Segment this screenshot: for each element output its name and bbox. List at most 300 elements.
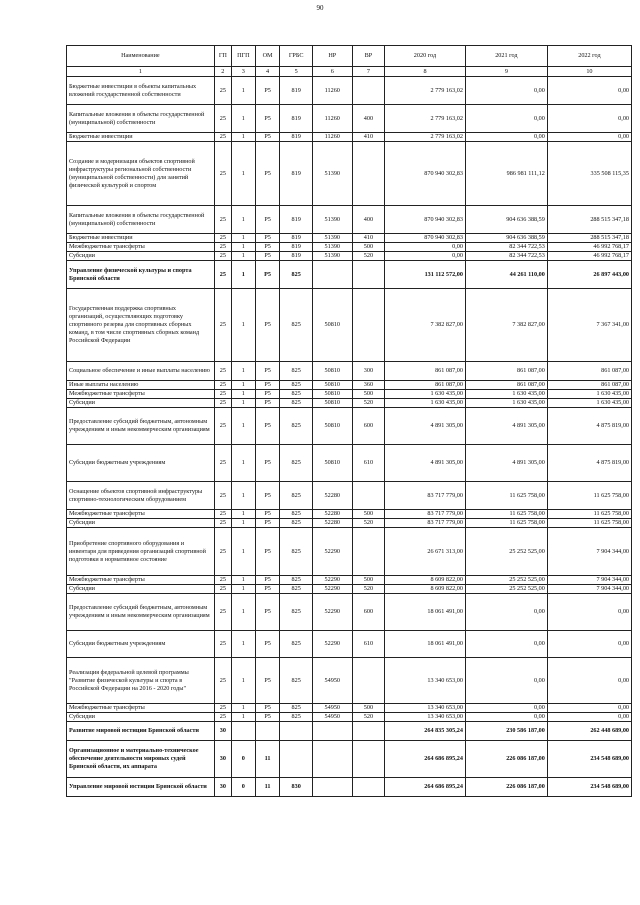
cell-grbs: 825 — [280, 289, 312, 362]
cell-2022: 11 625 758,00 — [547, 510, 631, 519]
cell-2022: 262 448 689,00 — [547, 722, 631, 741]
cell-pgp: 1 — [231, 289, 255, 362]
cell-om: P5 — [255, 519, 280, 528]
cell-2020: 18 061 491,00 — [385, 631, 466, 658]
row-name: Иные выплаты населению — [67, 381, 215, 390]
cell-2020: 83 717 779,00 — [385, 519, 466, 528]
cell-pgp — [231, 722, 255, 741]
table-row — [67, 704, 632, 713]
cell-pgp: 1 — [231, 445, 255, 482]
cell-nr: 54950 — [312, 658, 352, 704]
cell-om: P5 — [255, 585, 280, 594]
cell-grbs: 819 — [280, 206, 312, 234]
cell-2020: 8 609 822,00 — [385, 585, 466, 594]
cell-gp: 25 — [214, 252, 231, 261]
cell-pgp: 1 — [231, 576, 255, 585]
cell-2020: 4 891 305,00 — [385, 445, 466, 482]
table-row — [67, 206, 632, 234]
column-index: 2 — [214, 67, 231, 77]
cell-vr: 410 — [352, 133, 384, 142]
cell-2020: 870 940 302,83 — [385, 206, 466, 234]
cell-2021: 25 252 525,00 — [465, 528, 547, 576]
cell-grbs: 825 — [280, 713, 312, 722]
table-row — [67, 658, 632, 704]
page-number: 90 — [316, 4, 324, 12]
cell-nr: 11260 — [312, 133, 352, 142]
cell-2022: 7 367 341,00 — [547, 289, 631, 362]
column-index: 5 — [280, 67, 312, 77]
cell-2020: 13 340 653,00 — [385, 704, 466, 713]
cell-nr: 50810 — [312, 390, 352, 399]
cell-om: P5 — [255, 658, 280, 704]
row-name: Субсидии — [67, 713, 215, 722]
cell-vr: 520 — [352, 252, 384, 261]
cell-vr: 600 — [352, 594, 384, 631]
cell-pgp: 1 — [231, 206, 255, 234]
cell-vr: 400 — [352, 105, 384, 133]
cell-pgp: 1 — [231, 519, 255, 528]
cell-grbs: 825 — [280, 399, 312, 408]
cell-gp: 25 — [214, 408, 231, 445]
cell-gp: 25 — [214, 704, 231, 713]
cell-grbs — [280, 722, 312, 741]
cell-2020: 83 717 779,00 — [385, 510, 466, 519]
cell-nr: 52290 — [312, 631, 352, 658]
row-name: Управление физической культуры и спорта Брянской области — [67, 261, 215, 289]
table-row — [67, 408, 632, 445]
cell-gp: 25 — [214, 77, 231, 105]
cell-2021: 1 630 435,00 — [465, 399, 547, 408]
cell-om: 11 — [255, 741, 280, 778]
cell-grbs: 830 — [280, 778, 312, 797]
cell-nr: 51390 — [312, 142, 352, 206]
cell-grbs: 819 — [280, 77, 312, 105]
cell-vr: 500 — [352, 510, 384, 519]
cell-2020: 13 340 653,00 — [385, 658, 466, 704]
cell-gp: 25 — [214, 631, 231, 658]
cell-2020: 861 087,00 — [385, 381, 466, 390]
table-row — [67, 77, 632, 105]
cell-2021: 904 636 388,59 — [465, 206, 547, 234]
row-name: Предоставление субсидий бюджетным, автономным учреждениям и иным некоммерческим организациям — [67, 594, 215, 631]
cell-2021: 986 981 111,12 — [465, 142, 547, 206]
cell-2021: 0,00 — [465, 658, 547, 704]
cell-gp: 25 — [214, 289, 231, 362]
table-row — [67, 778, 632, 797]
cell-pgp: 1 — [231, 658, 255, 704]
cell-gp: 25 — [214, 206, 231, 234]
cell-om: P5 — [255, 445, 280, 482]
cell-grbs: 819 — [280, 252, 312, 261]
table-row — [67, 252, 632, 261]
cell-om: P5 — [255, 243, 280, 252]
cell-nr: 51390 — [312, 243, 352, 252]
cell-2020: 2 779 163,02 — [385, 77, 466, 105]
table-row — [67, 585, 632, 594]
cell-2020: 8 609 822,00 — [385, 576, 466, 585]
cell-2022: 7 904 344,00 — [547, 528, 631, 576]
cell-pgp: 1 — [231, 234, 255, 243]
column-index: 1 — [67, 67, 215, 77]
cell-om: P5 — [255, 528, 280, 576]
cell-2021: 861 087,00 — [465, 362, 547, 381]
table-row — [67, 519, 632, 528]
table-row — [67, 234, 632, 243]
header-gp: ГП — [214, 46, 231, 67]
cell-om: P5 — [255, 252, 280, 261]
cell-grbs: 825 — [280, 482, 312, 510]
column-index: 7 — [352, 67, 384, 77]
header-2021: 2021 год — [465, 46, 547, 67]
cell-2022: 46 992 768,17 — [547, 252, 631, 261]
cell-vr — [352, 261, 384, 289]
header-pgp: ПГП — [231, 46, 255, 67]
cell-2022: 288 515 347,18 — [547, 234, 631, 243]
row-name: Управление мировой юстиции Брянской области — [67, 778, 215, 797]
row-name: Развитие мировой юстиции Брянской области — [67, 722, 215, 741]
row-name: Социальное обеспечение и иные выплаты населению — [67, 362, 215, 381]
cell-om: P5 — [255, 510, 280, 519]
cell-grbs: 825 — [280, 381, 312, 390]
cell-pgp: 1 — [231, 399, 255, 408]
cell-2022: 335 508 115,35 — [547, 142, 631, 206]
cell-nr: 52280 — [312, 482, 352, 510]
cell-2022: 7 904 344,00 — [547, 576, 631, 585]
cell-om: P5 — [255, 399, 280, 408]
cell-vr — [352, 482, 384, 510]
cell-gp: 25 — [214, 528, 231, 576]
row-name: Субсидии — [67, 585, 215, 594]
table-row — [67, 594, 632, 631]
row-name: Организационное и материально-техническое обеспечение деятельности мировых судей Брянской области, их аппарата — [67, 741, 215, 778]
table-row — [67, 261, 632, 289]
cell-vr: 400 — [352, 206, 384, 234]
cell-2020: 26 671 313,00 — [385, 528, 466, 576]
cell-gp: 25 — [214, 713, 231, 722]
cell-2021: 11 625 758,00 — [465, 482, 547, 510]
cell-2020: 861 087,00 — [385, 362, 466, 381]
cell-vr: 610 — [352, 631, 384, 658]
row-name: Бюджетные инвестиции — [67, 133, 215, 142]
cell-nr: 52290 — [312, 585, 352, 594]
cell-om: P5 — [255, 576, 280, 585]
cell-om: P5 — [255, 704, 280, 713]
cell-nr: 51390 — [312, 252, 352, 261]
cell-nr — [312, 741, 352, 778]
cell-pgp: 1 — [231, 362, 255, 381]
cell-grbs: 825 — [280, 658, 312, 704]
cell-pgp: 1 — [231, 243, 255, 252]
column-index: 3 — [231, 67, 255, 77]
cell-pgp: 1 — [231, 390, 255, 399]
table-row — [67, 362, 632, 381]
cell-gp: 25 — [214, 142, 231, 206]
cell-2021: 904 636 388,59 — [465, 234, 547, 243]
cell-nr: 11260 — [312, 105, 352, 133]
cell-nr: 54950 — [312, 713, 352, 722]
cell-grbs — [280, 741, 312, 778]
column-index: 9 — [465, 67, 547, 77]
cell-2021: 861 087,00 — [465, 381, 547, 390]
cell-gp: 25 — [214, 594, 231, 631]
cell-2020: 870 940 302,83 — [385, 142, 466, 206]
cell-pgp: 1 — [231, 713, 255, 722]
cell-vr — [352, 528, 384, 576]
cell-2020: 7 382 827,00 — [385, 289, 466, 362]
cell-nr: 52290 — [312, 594, 352, 631]
cell-om: P5 — [255, 261, 280, 289]
header-grbs: ГРБС — [280, 46, 312, 67]
column-index: 10 — [547, 67, 631, 77]
cell-gp: 30 — [214, 741, 231, 778]
cell-pgp: 0 — [231, 778, 255, 797]
cell-grbs: 819 — [280, 142, 312, 206]
cell-gp: 25 — [214, 381, 231, 390]
cell-vr — [352, 741, 384, 778]
cell-2021: 0,00 — [465, 105, 547, 133]
cell-pgp: 1 — [231, 381, 255, 390]
cell-2021: 11 625 758,00 — [465, 519, 547, 528]
cell-nr: 50810 — [312, 399, 352, 408]
cell-pgp: 1 — [231, 631, 255, 658]
cell-2020: 1 630 435,00 — [385, 399, 466, 408]
cell-2022: 1 630 435,00 — [547, 399, 631, 408]
cell-2022: 0,00 — [547, 594, 631, 631]
cell-om: P5 — [255, 381, 280, 390]
cell-gp: 30 — [214, 722, 231, 741]
cell-gp: 25 — [214, 399, 231, 408]
cell-nr — [312, 722, 352, 741]
table-row — [67, 142, 632, 206]
cell-vr: 520 — [352, 713, 384, 722]
cell-om: P5 — [255, 142, 280, 206]
cell-pgp: 1 — [231, 142, 255, 206]
cell-grbs: 825 — [280, 594, 312, 631]
cell-om: P5 — [255, 390, 280, 399]
table-row — [67, 713, 632, 722]
cell-grbs: 819 — [280, 133, 312, 142]
header-name: Наименование — [67, 46, 215, 67]
cell-om: P5 — [255, 362, 280, 381]
cell-2022: 0,00 — [547, 713, 631, 722]
cell-2022: 0,00 — [547, 105, 631, 133]
cell-gp: 25 — [214, 390, 231, 399]
row-name: Капитальные вложения в объекты государственной (муниципальной) собственности — [67, 206, 215, 234]
cell-2020: 18 061 491,00 — [385, 594, 466, 631]
cell-2020: 264 686 895,24 — [385, 778, 466, 797]
cell-nr: 50810 — [312, 408, 352, 445]
row-name: Межбюджетные трансферты — [67, 390, 215, 399]
cell-grbs: 825 — [280, 261, 312, 289]
cell-om: P5 — [255, 482, 280, 510]
cell-2022: 0,00 — [547, 631, 631, 658]
cell-vr: 520 — [352, 585, 384, 594]
cell-2021: 0,00 — [465, 713, 547, 722]
cell-2021: 230 586 187,00 — [465, 722, 547, 741]
row-name: Создание и модернизация объектов спортивной инфраструктуры региональной собственности (муниципальной собственности) для занятий физической культурой и спортом — [67, 142, 215, 206]
row-name: Субсидии бюджетным учреждениям — [67, 631, 215, 658]
cell-nr: 50810 — [312, 289, 352, 362]
cell-gp: 25 — [214, 105, 231, 133]
table-row — [67, 243, 632, 252]
cell-2021: 11 625 758,00 — [465, 510, 547, 519]
cell-vr — [352, 142, 384, 206]
row-name: Субсидии — [67, 399, 215, 408]
cell-grbs: 825 — [280, 704, 312, 713]
cell-pgp: 1 — [231, 408, 255, 445]
cell-om: P5 — [255, 408, 280, 445]
cell-vr: 300 — [352, 362, 384, 381]
header-nr: НР — [312, 46, 352, 67]
cell-2021: 226 086 187,00 — [465, 741, 547, 778]
cell-gp: 30 — [214, 778, 231, 797]
row-name: Оснащение объектов спортивной инфраструктуры спортивно-технологическим оборудованием — [67, 482, 215, 510]
cell-2022: 861 087,00 — [547, 362, 631, 381]
row-name: Межбюджетные трансферты — [67, 510, 215, 519]
cell-2021: 0,00 — [465, 77, 547, 105]
cell-vr: 410 — [352, 234, 384, 243]
header-2020: 2020 год — [385, 46, 466, 67]
table-row — [67, 631, 632, 658]
cell-2021: 0,00 — [465, 594, 547, 631]
cell-nr: 50810 — [312, 445, 352, 482]
cell-2020: 4 891 305,00 — [385, 408, 466, 445]
cell-grbs: 825 — [280, 510, 312, 519]
cell-2022: 288 515 347,18 — [547, 206, 631, 234]
cell-gp: 25 — [214, 261, 231, 289]
cell-2021: 25 252 525,00 — [465, 576, 547, 585]
cell-grbs: 819 — [280, 105, 312, 133]
cell-grbs: 825 — [280, 631, 312, 658]
cell-vr: 360 — [352, 381, 384, 390]
header-vr: ВР — [352, 46, 384, 67]
row-name: Бюджетные инвестиции — [67, 234, 215, 243]
cell-pgp: 1 — [231, 528, 255, 576]
header-row — [67, 46, 632, 67]
cell-2022: 861 087,00 — [547, 381, 631, 390]
cell-2022: 0,00 — [547, 133, 631, 142]
cell-2021: 226 086 187,00 — [465, 778, 547, 797]
cell-pgp: 1 — [231, 105, 255, 133]
header-om: ОМ — [255, 46, 280, 67]
cell-om — [255, 722, 280, 741]
cell-nr: 52280 — [312, 510, 352, 519]
cell-om: P5 — [255, 206, 280, 234]
cell-grbs: 825 — [280, 519, 312, 528]
cell-nr: 54950 — [312, 704, 352, 713]
cell-gp: 25 — [214, 482, 231, 510]
row-name: Межбюджетные трансферты — [67, 576, 215, 585]
cell-grbs: 825 — [280, 528, 312, 576]
cell-2021: 25 252 525,00 — [465, 585, 547, 594]
row-name: Межбюджетные трансферты — [67, 243, 215, 252]
cell-pgp: 0 — [231, 741, 255, 778]
cell-pgp: 1 — [231, 585, 255, 594]
cell-gp: 25 — [214, 519, 231, 528]
cell-vr — [352, 778, 384, 797]
cell-om: P5 — [255, 631, 280, 658]
cell-om: P5 — [255, 713, 280, 722]
row-name: Капитальные вложения в объекты государственной (муниципальной) собственности — [67, 105, 215, 133]
cell-vr — [352, 658, 384, 704]
table-row — [67, 105, 632, 133]
table-row — [67, 289, 632, 362]
row-name: Субсидии бюджетным учреждениям — [67, 445, 215, 482]
cell-om: P5 — [255, 133, 280, 142]
cell-grbs: 819 — [280, 234, 312, 243]
cell-vr: 500 — [352, 704, 384, 713]
cell-grbs: 825 — [280, 362, 312, 381]
cell-pgp: 1 — [231, 482, 255, 510]
cell-gp: 25 — [214, 585, 231, 594]
cell-nr: 50810 — [312, 381, 352, 390]
cell-gp: 25 — [214, 133, 231, 142]
table-row — [67, 381, 632, 390]
cell-vr: 520 — [352, 399, 384, 408]
row-name: Реализация федеральной целевой программы "Развитие физической культуры и спорта в Российской Федерации на 2016 - 2020 годы" — [67, 658, 215, 704]
column-index: 6 — [312, 67, 352, 77]
table-row — [67, 445, 632, 482]
cell-2021: 0,00 — [465, 133, 547, 142]
cell-vr: 600 — [352, 408, 384, 445]
cell-grbs: 825 — [280, 408, 312, 445]
cell-2020: 1 630 435,00 — [385, 390, 466, 399]
row-name: Субсидии — [67, 252, 215, 261]
cell-2020: 83 717 779,00 — [385, 482, 466, 510]
cell-pgp: 1 — [231, 704, 255, 713]
cell-om: P5 — [255, 594, 280, 631]
cell-2021: 1 630 435,00 — [465, 390, 547, 399]
cell-nr: 51390 — [312, 234, 352, 243]
table-row — [67, 722, 632, 741]
cell-2022: 4 875 819,00 — [547, 445, 631, 482]
cell-om: P5 — [255, 77, 280, 105]
cell-gp: 25 — [214, 658, 231, 704]
cell-om: P5 — [255, 289, 280, 362]
cell-grbs: 825 — [280, 576, 312, 585]
cell-nr: 11260 — [312, 77, 352, 105]
cell-2022: 11 625 758,00 — [547, 519, 631, 528]
cell-2020: 870 940 302,83 — [385, 234, 466, 243]
cell-pgp: 1 — [231, 594, 255, 631]
table-row — [67, 741, 632, 778]
cell-pgp: 1 — [231, 133, 255, 142]
cell-2022: 11 625 758,00 — [547, 482, 631, 510]
cell-nr: 52280 — [312, 519, 352, 528]
cell-grbs: 825 — [280, 390, 312, 399]
column-index: 8 — [385, 67, 466, 77]
cell-2020: 2 779 163,02 — [385, 133, 466, 142]
cell-pgp: 1 — [231, 261, 255, 289]
cell-2020: 13 340 653,00 — [385, 713, 466, 722]
cell-gp: 25 — [214, 576, 231, 585]
cell-2021: 4 891 305,00 — [465, 445, 547, 482]
table-row — [67, 390, 632, 399]
cell-om: P5 — [255, 105, 280, 133]
cell-2020: 0,00 — [385, 243, 466, 252]
cell-nr — [312, 261, 352, 289]
table-row — [67, 133, 632, 142]
cell-pgp: 1 — [231, 77, 255, 105]
cell-vr: 500 — [352, 576, 384, 585]
cell-gp: 25 — [214, 234, 231, 243]
cell-2022: 0,00 — [547, 704, 631, 713]
cell-om: 11 — [255, 778, 280, 797]
cell-2021: 0,00 — [465, 704, 547, 713]
cell-vr — [352, 77, 384, 105]
cell-nr: 50810 — [312, 362, 352, 381]
cell-nr: 52290 — [312, 528, 352, 576]
